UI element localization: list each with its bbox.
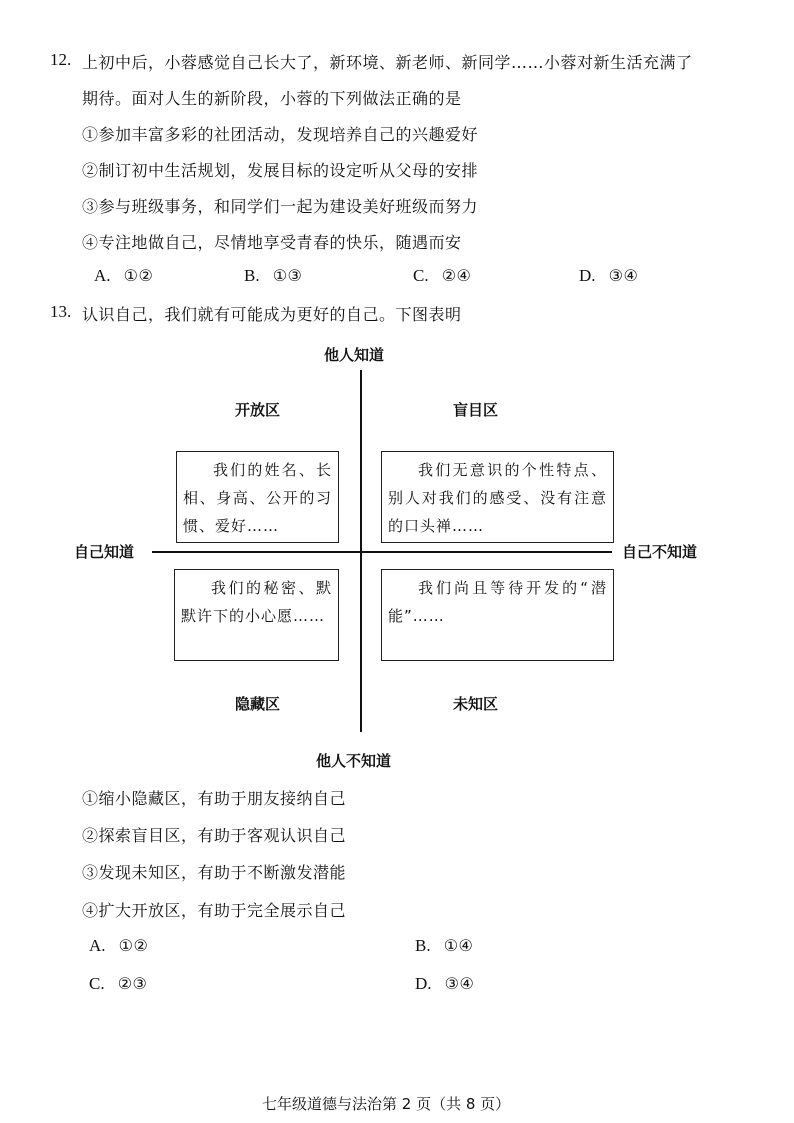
question-13-number: 13. xyxy=(50,302,72,321)
page-footer: 七年级道德与法治第 2 页（共 8 页） xyxy=(262,1095,511,1113)
option-letter: C. xyxy=(89,974,105,993)
blind-area-box xyxy=(381,451,614,543)
option-text: ③④ xyxy=(444,974,475,993)
hidden-area-box xyxy=(174,569,339,661)
question-12-stem-line1: 上初中后，小蓉感觉自己长大了，新环境、新老师、新同学……小蓉对新生活充满了 xyxy=(82,53,693,72)
option-text: ③④ xyxy=(608,266,639,285)
option-letter: B. xyxy=(415,936,431,955)
top-axis-label: 他人知道 xyxy=(324,346,385,364)
question-12-option-b[interactable] xyxy=(244,266,302,286)
question-12-stem-line2: 期待。面对人生的新阶段，小蓉的下列做法正确的是 xyxy=(82,89,462,108)
right-axis-label: 自己不知道 xyxy=(622,543,698,561)
option-text: ①② xyxy=(123,266,154,285)
question-13-item-3: ③发现未知区，有助于不断激发潜能 xyxy=(82,863,347,882)
question-13-item-2: ②探索盲目区，有助于客观认识自己 xyxy=(82,826,347,845)
option-letter: D. xyxy=(415,974,432,993)
open-area-text: 我们的姓名、长相、身高、公开的习惯、爱好…… xyxy=(183,461,332,535)
question-13-item-4: ④扩大开放区，有助于完全展示自己 xyxy=(82,901,347,920)
question-13-option-b[interactable] xyxy=(415,936,473,956)
horizontal-axis xyxy=(152,551,612,553)
option-letter: C. xyxy=(413,266,429,285)
option-letter: B. xyxy=(244,266,260,285)
question-13-option-c[interactable] xyxy=(89,974,147,994)
option-letter: D. xyxy=(579,266,596,285)
open-area-box xyxy=(176,451,339,543)
blind-area-text: 我们无意识的个性特点、别人对我们的感受、没有注意的口头禅…… xyxy=(388,461,607,535)
option-text: ①② xyxy=(118,936,149,955)
blind-area-title: 盲目区 xyxy=(453,401,499,419)
option-letter: A. xyxy=(94,266,111,285)
question-13-item-1: ①缩小隐藏区，有助于朋友接纳自己 xyxy=(82,789,347,808)
unknown-area-text: 我们尚且等待开发的“潜能”…… xyxy=(388,579,607,625)
question-12-option-a[interactable] xyxy=(94,266,153,286)
hidden-area-title: 隐藏区 xyxy=(235,695,281,713)
unknown-area-title: 未知区 xyxy=(453,695,499,713)
question-13-option-a[interactable] xyxy=(89,936,148,956)
option-text: ①③ xyxy=(272,266,303,285)
option-letter: A. xyxy=(89,936,106,955)
option-text: ①④ xyxy=(443,936,474,955)
question-13-option-d[interactable] xyxy=(415,974,474,994)
bottom-axis-label: 他人不知道 xyxy=(316,752,392,770)
question-12-option-d[interactable] xyxy=(579,266,638,286)
question-12-item-2: ②制订初中生活规划，发展目标的设定听从父母的安排 xyxy=(82,161,479,180)
question-13-stem: 认识自己，我们就有可能成为更好的自己。下图表明 xyxy=(82,305,462,324)
question-12-item-3: ③参与班级事务，和同学们一起为建设美好班级而努力 xyxy=(82,197,479,216)
question-12-number: 12. xyxy=(50,50,72,69)
hidden-area-text: 我们的秘密、默默许下的小心愿…… xyxy=(181,579,332,625)
open-area-title: 开放区 xyxy=(235,401,281,419)
left-axis-label: 自己知道 xyxy=(74,543,135,561)
unknown-area-box xyxy=(381,569,614,661)
question-12-item-4: ④专注地做自己，尽情地享受青春的快乐，随遇而安 xyxy=(82,233,462,252)
option-text: ②③ xyxy=(117,974,148,993)
question-12-option-c[interactable] xyxy=(413,266,471,286)
option-text: ②④ xyxy=(441,266,472,285)
question-12-item-1: ①参加丰富多彩的社团活动，发现培养自己的兴趣爱好 xyxy=(82,125,479,144)
